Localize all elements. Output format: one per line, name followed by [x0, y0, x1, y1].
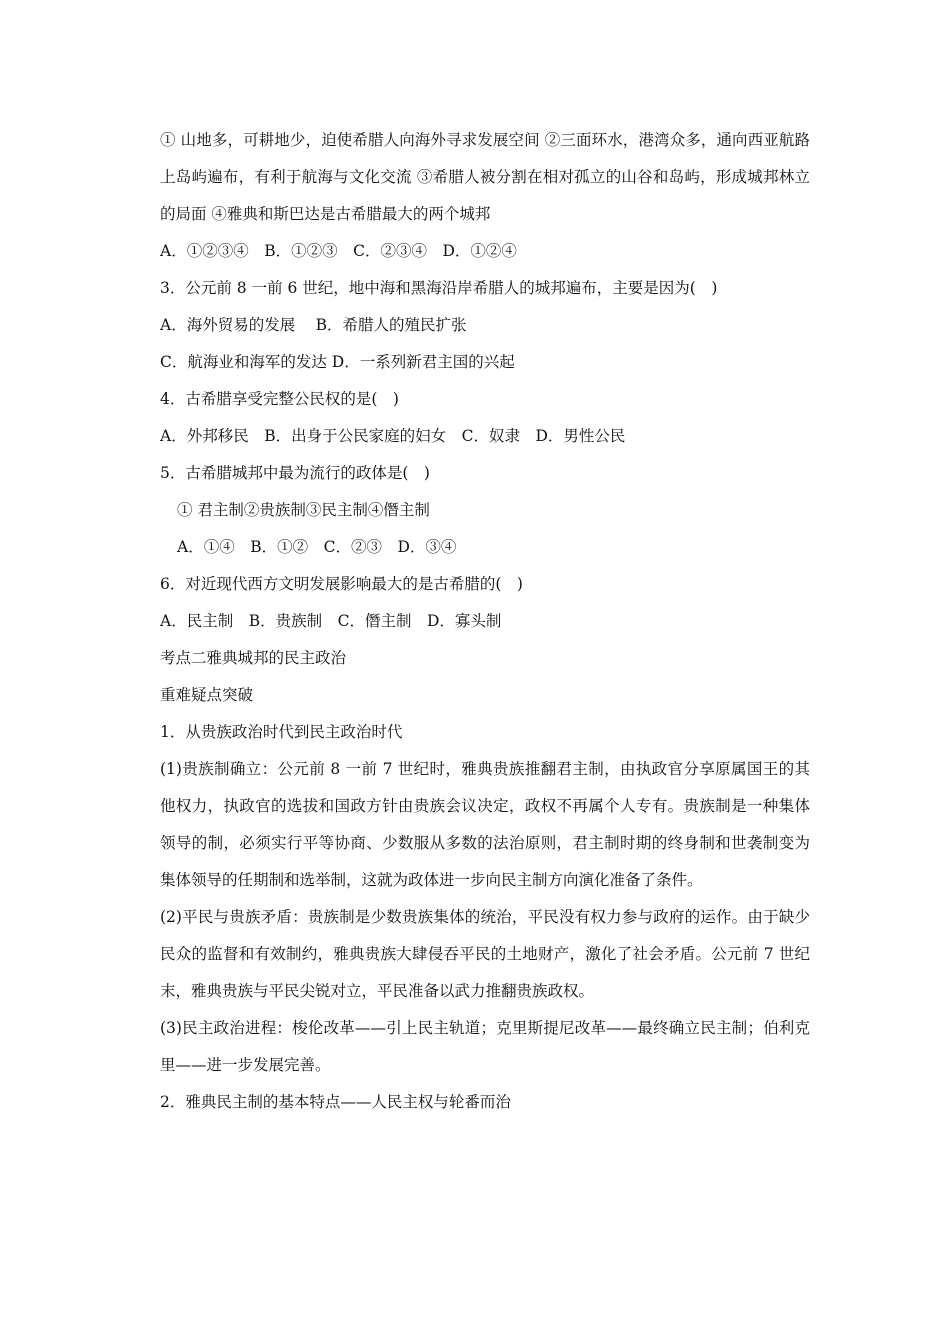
q5-premise: ① 君主制②贵族制③民主制④僭主制: [177, 501, 430, 519]
document-body: [145, 122, 810, 1121]
q4-options: A．外邦移民 B．出身于公民家庭的妇女 C．奴隶 D．男性公民: [160, 427, 626, 445]
q3-options-cd: C．航海业和海军的发达 D．一系列新君主国的兴起: [160, 353, 515, 371]
q2-premise: ① 山地多，可耕地少，迫使希腊人向海外寻求发展空间 ②三面环水，港湾众多，通向西亚航路上岛屿遍布，有利于航海与文化交流 ③希腊人被分割在相对孤立的山谷和岛屿，形成城邦林立的局面 ④雅典和斯巴达是古希腊最大的两个城邦: [160, 131, 810, 223]
point1-paragraph-2: (2)平民与贵族矛盾：贵族制是少数贵族集体的统治，平民没有权力参与政府的运作。由于缺少民众的监督和有效制约，雅典贵族大肆侵吞平民的土地财产，激化了社会矛盾。公元前 7 世纪末，雅典贵族与平民尖锐对立，平民准备以武力推翻贵族政权。: [160, 908, 810, 1000]
q5-stem: 5．古希腊城邦中最为流行的政体是( ): [160, 464, 430, 482]
q4-stem: 4．古希腊享受完整公民权的是( ): [160, 390, 399, 408]
q3-options-ab: A．海外贸易的发展 B．希腊人的殖民扩张: [160, 316, 467, 334]
section-heading: 考点二雅典城邦的民主政治: [160, 649, 347, 667]
point2-title: 2．雅典民主制的基本特点——人民主权与轮番而治: [160, 1093, 511, 1111]
point1-title: 1．从贵族政治时代到民主政治时代: [160, 723, 403, 741]
q3-stem: 3．公元前 8 一前 6 世纪，地中海和黑海沿岸希腊人的城邦遍布，主要是因为( ): [160, 279, 718, 297]
point1-paragraph-3: (3)民主政治进程：梭伦改革——引上民主轨道；克里斯提尼改革——最终确立民主制；伯利克里——进一步发展完善。: [160, 1019, 810, 1074]
section-subheading: 重难疑点突破: [160, 686, 254, 704]
q6-options: A．民主制 B．贵族制 C．僭主制 D．寡头制: [160, 612, 502, 630]
q5-options: A．①④ B．①② C．②③ D．③④: [177, 538, 457, 556]
q2-options: A．①②③④ B．①②③ C．②③④ D．①②④: [160, 242, 517, 260]
q6-stem: 6．对近现代西方文明发展影响最大的是古希腊的( ): [160, 575, 523, 593]
point1-paragraph-1: (1)贵族制确立：公元前 8 一前 7 世纪时，雅典贵族推翻君主制，由执政官分享原属国王的其他权力，执政官的选拔和国政方针由贵族会议决定，政权不再属个人专有。贵族制是一种集体领导的制，必须实行平等协商、少数服从多数的法治原则，君主制时期的终身制和世袭制变为集体领导的任期制和选举制，这就为政体进一步向民主制方向演化准备了条件。: [160, 760, 810, 889]
